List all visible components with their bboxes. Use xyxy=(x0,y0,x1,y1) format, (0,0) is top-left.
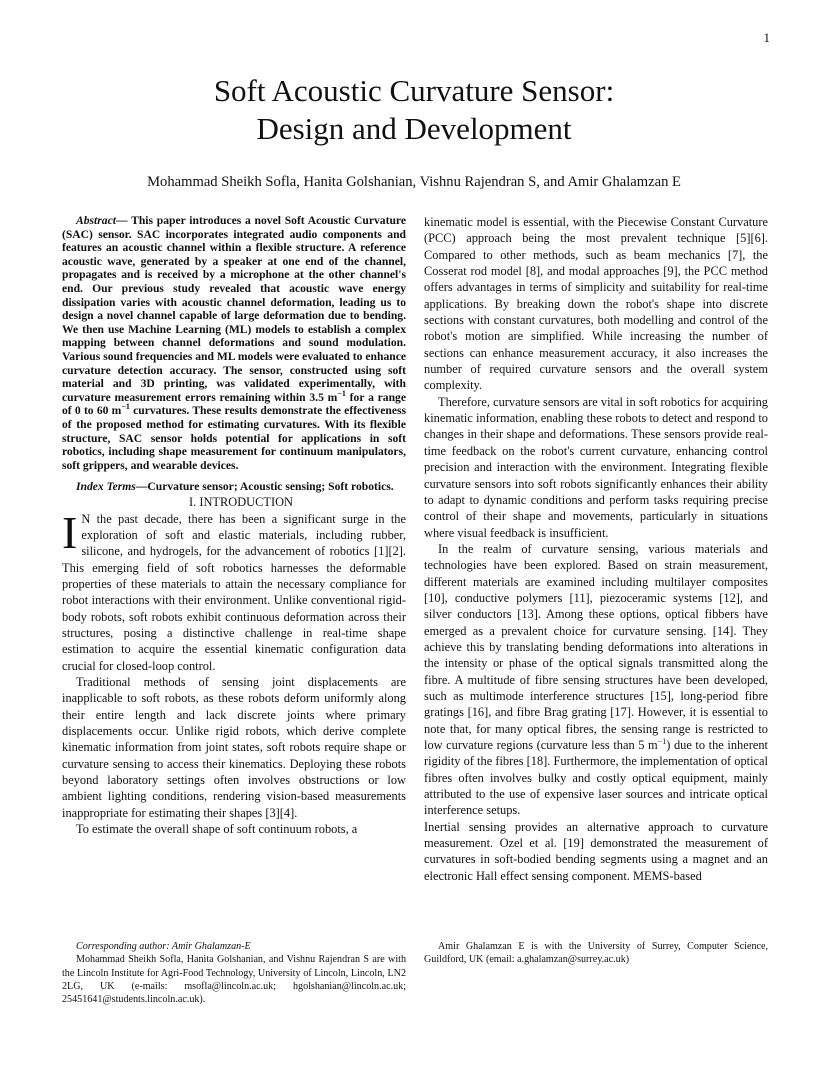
author-list: Mohammad Sheikh Sofla, Hanita Golshanian, Vishnu Rajendran S, and Amir Ghalamzan E xyxy=(147,174,681,190)
right-paragraph-3 xyxy=(424,541,768,819)
intro-paragraph-1-text: N the past decade, there has been a significant surge in the exploration of soft and elastic materials, including rubber, silicone, and hydrogels, for the advancement of robotics [1][2]. This emerging field of soft robotics harnesses the deformable properties of these materials to attain the necessary compliance for robot interactions with their environment. Unlike conventional rigid-body robots, soft robots exhibit continuous deformation across their structures, posing a distinctive challenge in real-time shape estimation to acquire the essential kinematic configuration data crucial for closed-loop control. xyxy=(62,511,406,673)
right-paragraph-2: Therefore, curvature sensors are vital in soft robotics for acquiring kinematic information, enabling these robots to detect and respond to changes in their shape and deformations. These sensors provide real-time feedback on the robot's current curvature, enhancing control precision and interaction with the environment. Integrating flexible curvature sensors into soft robots significantly enhances their ability to adapt to dynamic conditions and perform tasks requiring precise control of their shape and movements, particularly in situations where visual feedback is insufficient. xyxy=(424,394,768,540)
abstract-sup-1: −1 xyxy=(337,388,346,398)
author-affiliation: Mohammad Sheikh Sofla, Hanita Golshanian, and Vishnu Rajendran S are with the Lincoln Institute for Agri-Food Technology, University of Lincoln, Lincoln, LN2 2LG, UK (e-mails: msofla@lincoln.ac.uk; hgolshanian@lincoln.ac.uk; 25451641@students.lincoln.ac.uk). xyxy=(62,954,406,1006)
intro-paragraph-2: Traditional methods of sensing joint displacements are inapplicable to soft robots, as these robots deform uniformly along their entire length and lack discrete joints where primary displacements occur. Unlike rigid robots, which derive complete kinematic information from joint states, soft robots require shape or curvature sensing to access their kinematics. Deploying these robots beyond laboratory settings often involves obstructions or low ambient lighting conditions, rendering vision-based measurements inappropriate for estimating their shapes [3][4]. xyxy=(62,675,406,820)
abstract-text-3: curvatures. These results demonstrate the effectiveness of the proposed method for estimating curvatures. With its flexible structure, SAC sensor holds potential for applications in soft robotics, including shape measurement for continuum manipulators, soft grippers, and wearable devices. xyxy=(62,404,406,472)
right-paragraph-4: Inertial sensing provides an alternative approach to curvature measurement. Ozel et al. [19] demonstrated the measurement of curvatures in soft-bodied bending segments using a magnet and an electronic Hall effect sensing component. MEMS-based xyxy=(424,819,768,883)
footnote-right xyxy=(424,940,768,967)
title-line-1: Soft Acoustic Curvature Sensor: xyxy=(213,73,615,108)
abstract-sup-2: −1 xyxy=(121,402,130,412)
intro-paragraph-3: To estimate the overall shape of soft continuum robots, a xyxy=(76,822,358,837)
paper-title xyxy=(0,72,828,148)
right-paragraph-3-text-a: In the realm of curvature sensing, various materials and technologies have been explored. Based on strain measurement, different materials are examined including multilayer composites [10], conductive polymers [11], piezoceramic systems [12], and silver conductors [13]. Among these options, optical fibbers have emerged as a prevalent choice for curvature sensing. [14]. They achieve this by translating bending deformations into alterations in the intensity or phase of the optical signals transmitted along the fibre. A multitude of fibre sensing structures have been developed, such as multimode interference structures [15], long-period fibre gratings [16], and fibre Brag grating [17]. However, it is essential to note that, for many optical fibres, the sensing range is restricted to low curvature regions (curvature less than 5 m xyxy=(424,541,768,752)
intro-paragraph-1 xyxy=(62,506,406,674)
title-line-2: Design and Development xyxy=(256,111,572,146)
right-paragraph-1: kinematic model is essential, with the Piecewise Constant Curvature (PCC) approach being the most prevalent technique [5][6]. Compared to other methods, such as beam mechanics [7], the Cosserat rod model [8], and modal approaches [9], the PCC method offers advantages in terms of simplicity and suitability for real-time applications. By breaking down the robot's shape into discrete sections with constant curvatures, both modelling and control of the robot's motion are simplified. While increasing the number of sections can enhance measurement accuracy, it also increases the number of required curvature sensors and the overall system complexity. xyxy=(424,215,768,393)
page-number: 1 xyxy=(763,30,770,45)
corresponding-author: Corresponding author: Amir Ghalamzan-E xyxy=(76,941,251,952)
abstract-label: Abstract— xyxy=(76,214,128,227)
right-paragraph-3-sup: −1 xyxy=(657,736,667,746)
abstract-text-2: for a range of 0 to 60 m xyxy=(62,390,406,418)
index-terms-text: —Curvature sensor; Acoustic sensing; Soft robotics. xyxy=(135,480,394,494)
abstract-text: This paper introduces a novel Soft Acoustic Curvature (SAC) sensor. SAC incorporates integrated audio components and features an acoustic channel within a flexible structure. A reference acoustic wave, generated by a speaker at one end of the channel, propagates and is received by a microphone at the other channel's end. Our previous study revealed that acoustic wave energy dissipation varies with acoustic channel deformation, leading us to design a novel channel capable of large deformation due to bending. We then use Machine Learning (ML) models to establish a complex mapping between channel deformations and sound modulation. Various sound frequencies and ML models were evaluated to enhance curvature detection accuracy. The sensor, constructed using soft material and 3D printing, was validated experimentally, with curvature measurement errors remaining within 3.5 m xyxy=(62,214,406,404)
right-column xyxy=(424,214,768,884)
left-column xyxy=(62,214,406,838)
abstract xyxy=(62,214,406,472)
right-paragraph-3-text-b: ) due to the inherent rigidity of the fibres [18]. Furthermore, the implementation of optical fibres often involves bulky and costly optical equipment, mainly attributed to the use of expensive laser sources and intricate optical interference setups. xyxy=(424,738,769,818)
footnote-left xyxy=(62,940,406,1006)
section-heading: I. INTRODUCTION xyxy=(189,495,293,510)
author-affiliation-surrey: Amir Ghalamzan E is with the University of Surrey, Computer Science, Guildford, UK (email: a.ghalamzan@surrey.ac.uk) xyxy=(424,941,768,966)
index-terms-label: Index Terms xyxy=(76,480,136,494)
drop-cap: I xyxy=(62,506,78,558)
index-terms xyxy=(62,480,406,494)
